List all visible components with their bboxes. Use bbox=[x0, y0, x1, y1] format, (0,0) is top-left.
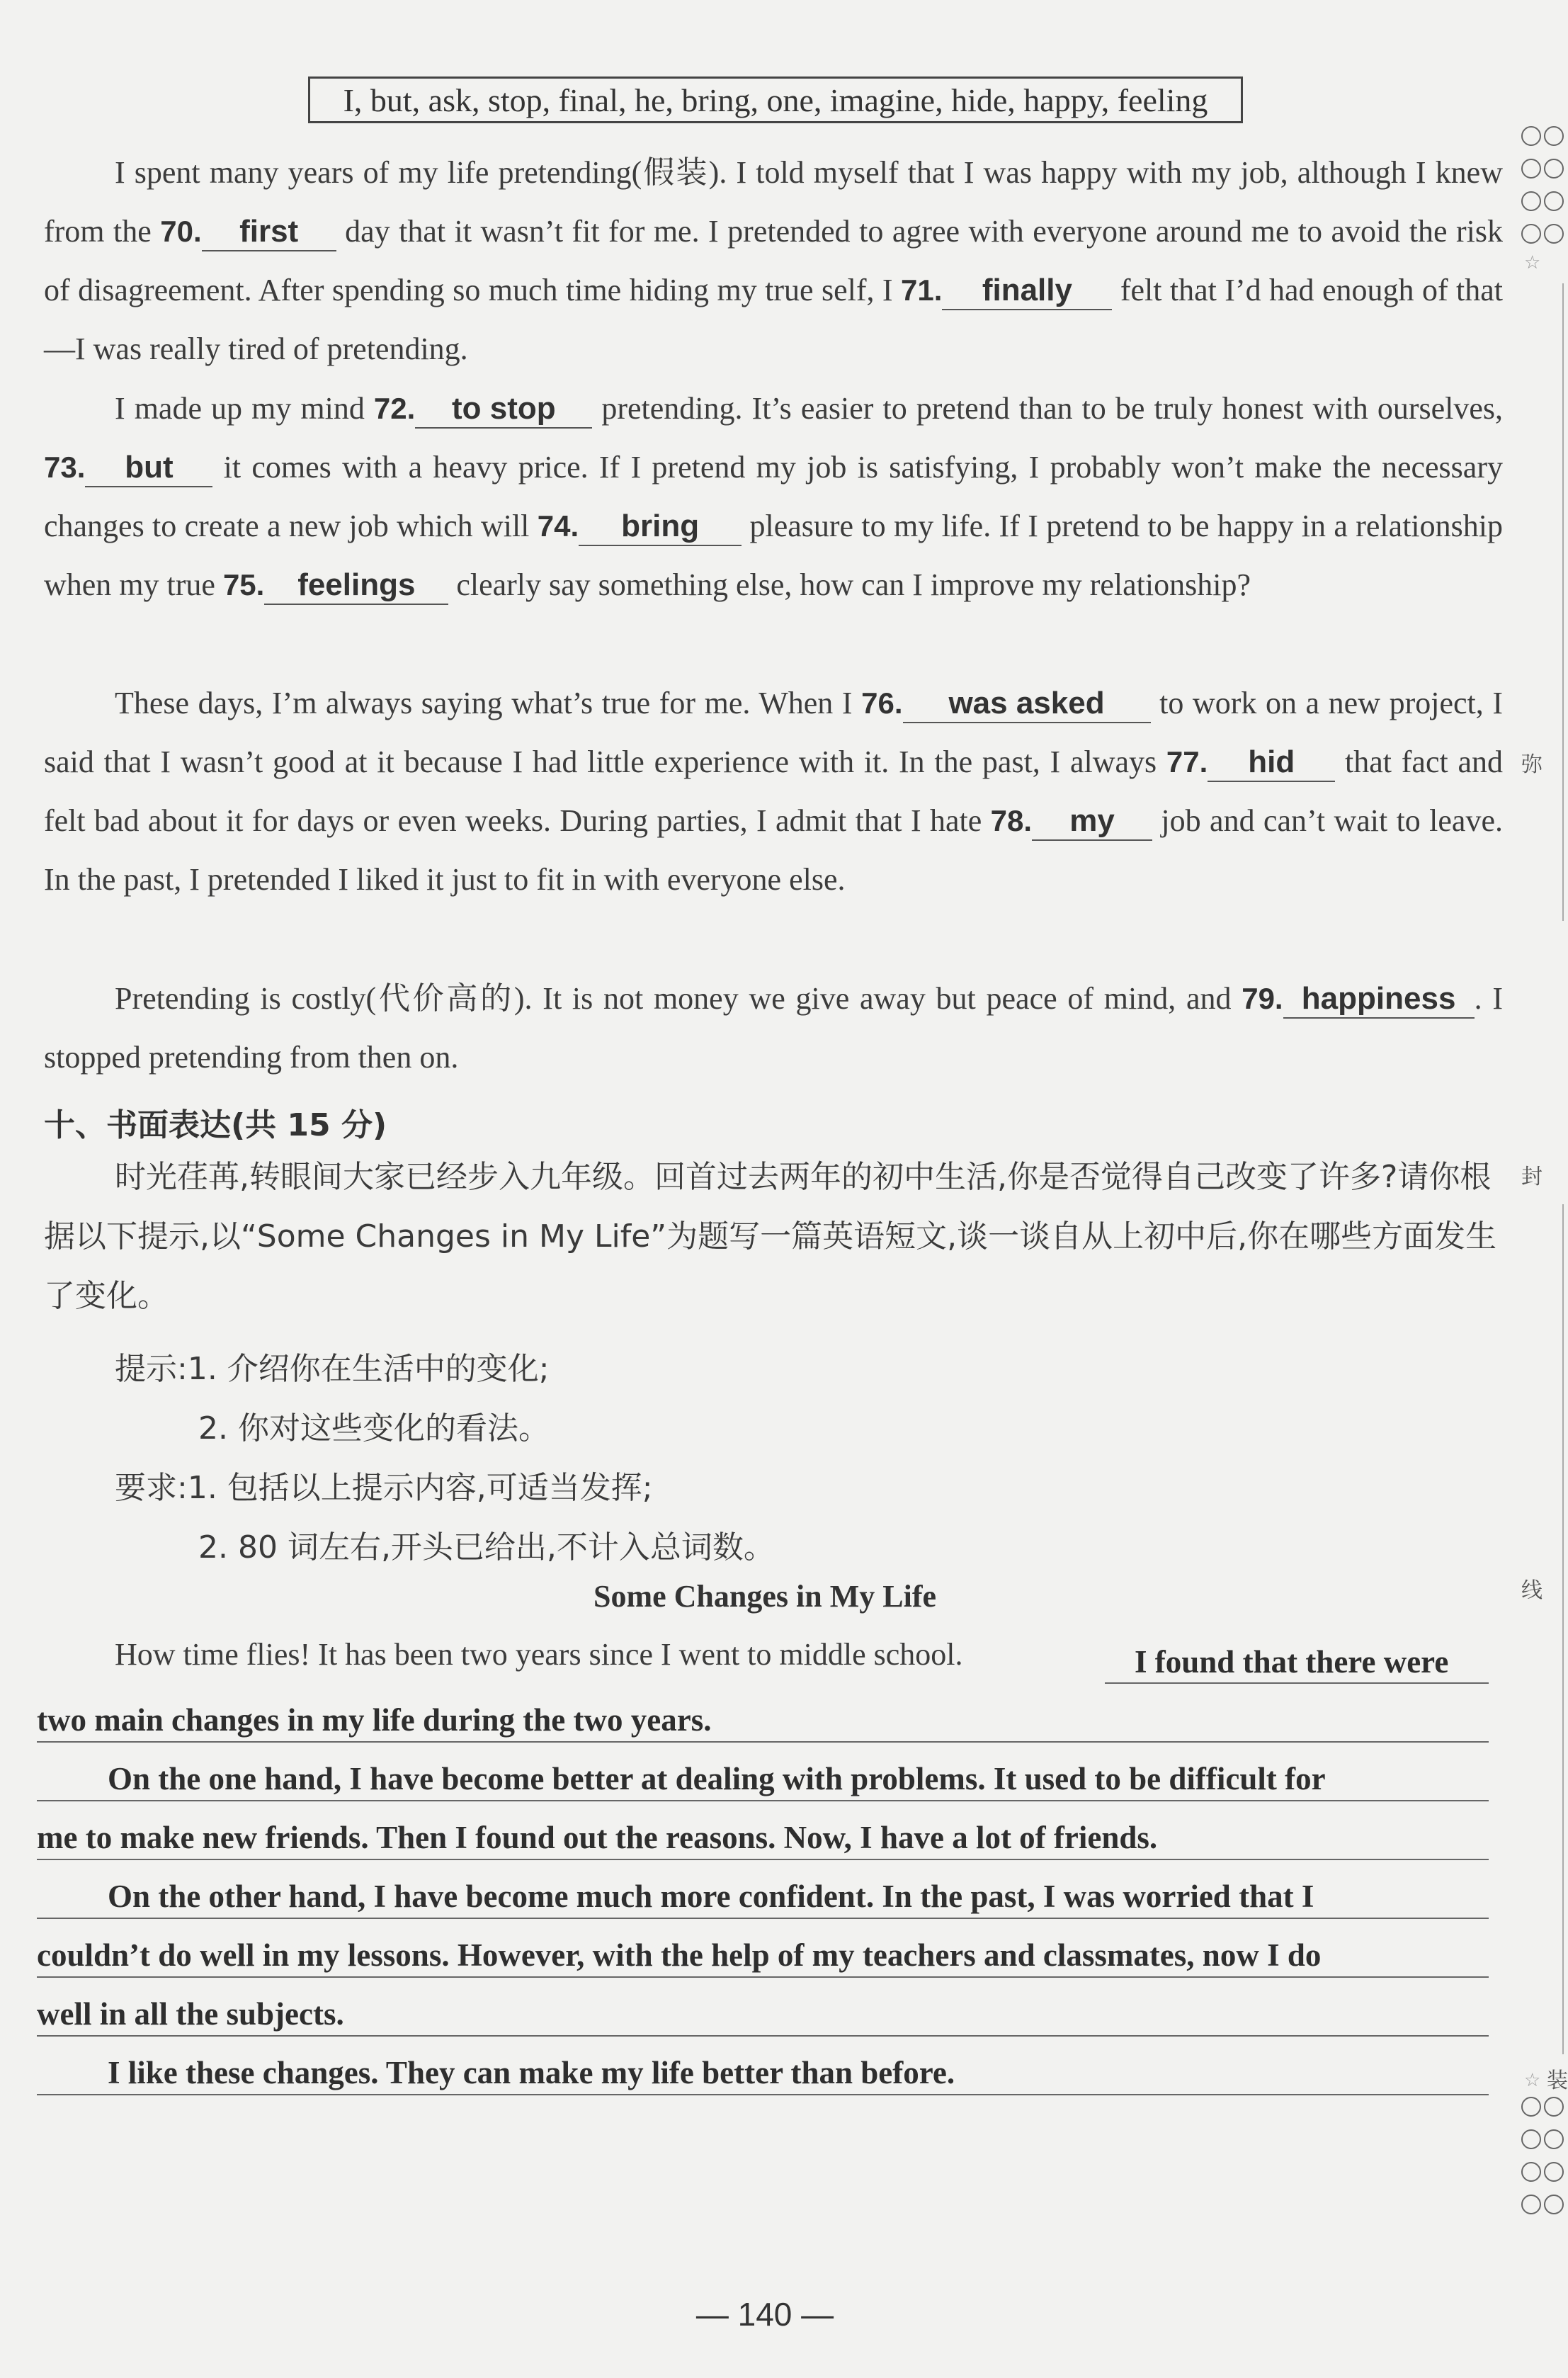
answer-blank-74: bring bbox=[579, 508, 742, 546]
passage-text: day that it wasn’t fit for me. I pretended to agree with everyone around me to avoid the risk of disagreement. After spending so much time hiding my true self, I bbox=[44, 214, 1503, 307]
passage-text: it comes with a heavy price. If I pretend my job is satisfying, I probably won’t make the necessary changes to create a new job which will bbox=[44, 450, 1503, 543]
writing-rule bbox=[37, 2094, 1489, 2095]
binding-hole-icon bbox=[1544, 191, 1564, 211]
binding-hole-icon bbox=[1544, 2162, 1564, 2182]
answer-blank-75: feelings bbox=[264, 567, 448, 605]
answer-blank-73: but bbox=[85, 449, 212, 487]
essay-line-4: me to make new friends. Then I found out the reasons. Now, I have a lot of friends. bbox=[37, 1820, 1158, 1855]
word-bank-text: I, but, ask, stop, final, he, bring, one, imagine, hide, happy, feeling bbox=[343, 81, 1208, 118]
answer-blank-79: happiness bbox=[1283, 980, 1475, 1019]
star-icon: ☆ bbox=[1524, 2070, 1541, 2091]
requirement-label: 要求: bbox=[115, 1470, 188, 1506]
passage-text: job and can’t wait to leave. In the past, I pretended I liked it just to fit in with everyone else. bbox=[44, 803, 1503, 897]
essay-given-opening: How time flies! It has been two years since I went to middle school. bbox=[115, 1637, 963, 1672]
question-number-77: 77. bbox=[1166, 745, 1208, 778]
word-bank-box bbox=[308, 77, 1243, 123]
passage-text: pleasure to my life. If I pretend to be happy in a relationship when my true bbox=[44, 509, 1503, 602]
binding-hole-icon bbox=[1521, 159, 1541, 179]
essay-line-7: well in all the subjects. bbox=[37, 1996, 344, 2032]
binding-hole-icon bbox=[1544, 159, 1564, 179]
binding-hole-icon bbox=[1521, 2162, 1541, 2182]
question-number-71: 71. bbox=[901, 273, 943, 307]
binding-hole-icon bbox=[1544, 2129, 1564, 2149]
passage-text: felt that I’d had enough of that—I was really tired of pretending. bbox=[44, 273, 1503, 366]
answer-blank-77: hid bbox=[1208, 744, 1335, 782]
writing-rule bbox=[37, 1859, 1489, 1860]
binding-hole-icon bbox=[1521, 2195, 1541, 2214]
writing-rule bbox=[37, 1800, 1489, 1801]
writing-rule bbox=[37, 1918, 1489, 1919]
star-icon: ☆ bbox=[1524, 252, 1541, 273]
passage-text: Pretending is costly(代价高的). It is not money we give away but peace of mind, and bbox=[115, 981, 1242, 1016]
writing-rule bbox=[37, 2035, 1489, 2037]
question-number-74: 74. bbox=[537, 509, 579, 543]
question-number-78: 78. bbox=[990, 804, 1033, 837]
essay-line-1: I found that there were bbox=[1135, 1644, 1449, 1680]
essay-line-5: On the other hand, I have become much more confident. In the past, I was worried that I bbox=[108, 1879, 1314, 1914]
passage-paragraph-2 bbox=[44, 379, 1503, 614]
passage-text: These days, I’m always saying what’s true for me. When I bbox=[115, 686, 862, 720]
essay-line-2: two main changes in my life during the two years. bbox=[37, 1702, 712, 1738]
writing-instructions: 时光荏苒,转眼间大家已经步入九年级。回首过去两年的初中生活,你是否觉得自己改变了许多?请你根据以下提示,以“Some Changes in My Life”为题写一篇英语短文,谈一谈自从上初中后,你在哪些方面发生了变化。 bbox=[44, 1159, 1497, 1314]
hint-line-2: 2. 你对这些变化的看法。 bbox=[198, 1410, 550, 1446]
passage-text: clearly say something else, how can I improve my relationship? bbox=[448, 567, 1251, 602]
passage-text: I spent many years of my life pretending(假装). I told myself that I was happy with my job, although I knew from the bbox=[44, 155, 1503, 249]
margin-label: 弥 bbox=[1521, 752, 1543, 777]
passage-text: pretending. It’s easier to pretend than to be truly honest with ourselves, bbox=[592, 391, 1504, 426]
writing-rule bbox=[1105, 1682, 1489, 1684]
margin-label: 装 bbox=[1547, 2068, 1568, 2093]
writing-rule bbox=[37, 1976, 1489, 1978]
passage-text: . I stopped pretending from then on. bbox=[44, 981, 1504, 1075]
binding-hole-icon bbox=[1521, 126, 1541, 146]
binding-hole-icon bbox=[1544, 2097, 1564, 2117]
margin-label: 封 bbox=[1521, 1165, 1543, 1189]
essay-title: Some Changes in My Life bbox=[593, 1579, 936, 1614]
passage-text: that fact and felt bad about it for days or even weeks. During parties, I admit that I hate bbox=[44, 744, 1503, 838]
margin-label: 线 bbox=[1521, 1578, 1543, 1603]
binding-hole-icon bbox=[1521, 224, 1541, 244]
answer-blank-76: was asked bbox=[903, 685, 1151, 723]
page-number: — 140 — bbox=[695, 2296, 834, 2333]
writing-rule bbox=[37, 1741, 1489, 1743]
passage-paragraph-3 bbox=[44, 674, 1503, 909]
cut-line bbox=[1562, 1204, 1564, 2054]
binding-hole-icon bbox=[1544, 126, 1564, 146]
binding-hole-icon bbox=[1521, 2129, 1541, 2149]
hint-label: 提示: bbox=[115, 1351, 188, 1387]
passage-paragraph-1 bbox=[44, 143, 1503, 378]
essay-line-8: I like these changes. They can make my life better than before. bbox=[108, 2055, 955, 2090]
binding-hole-icon bbox=[1521, 2097, 1541, 2117]
binding-hole-icon bbox=[1544, 2195, 1564, 2214]
requirement-1: 1. 包括以上提示内容,可适当发挥; bbox=[187, 1470, 653, 1506]
binding-hole-icon bbox=[1521, 191, 1541, 211]
cut-line bbox=[1562, 283, 1564, 921]
hint-line-1 bbox=[115, 1343, 550, 1388]
question-number-76: 76. bbox=[861, 686, 903, 720]
answer-blank-78: my bbox=[1032, 803, 1152, 841]
question-number-70: 70. bbox=[160, 215, 202, 248]
question-number-73: 73. bbox=[44, 451, 86, 484]
answer-blank-72: to stop bbox=[415, 390, 592, 429]
question-number-75: 75. bbox=[222, 568, 265, 601]
answer-blank-71: finally bbox=[942, 272, 1112, 310]
passage-text: I made up my mind bbox=[115, 391, 374, 426]
passage-text: to work on a new project, I said that I wasn’t good at it because I had little experience with it. In the past, I always bbox=[44, 686, 1503, 779]
passage-paragraph-4 bbox=[44, 969, 1503, 1087]
answer-blank-70: first bbox=[202, 213, 336, 251]
hint-1: 1. 介绍你在生活中的变化; bbox=[187, 1351, 550, 1387]
binding-hole-icon bbox=[1544, 224, 1564, 244]
question-number-72: 72. bbox=[373, 392, 416, 425]
requirement-line-2: 2. 80 词左右,开头已给出,不计入总词数。 bbox=[198, 1529, 775, 1565]
essay-line-6: couldn’t do well in my lessons. However, with the help of my teachers and classmates, now I do bbox=[37, 1937, 1322, 1973]
question-number-79: 79. bbox=[1242, 982, 1283, 1015]
section-title: 十、书面表达(共 15 分) bbox=[44, 1107, 387, 1143]
requirement-line-1 bbox=[115, 1462, 653, 1507]
essay-line-3: On the one hand, I have become better at dealing with problems. It used to be difficult for bbox=[108, 1761, 1326, 1796]
